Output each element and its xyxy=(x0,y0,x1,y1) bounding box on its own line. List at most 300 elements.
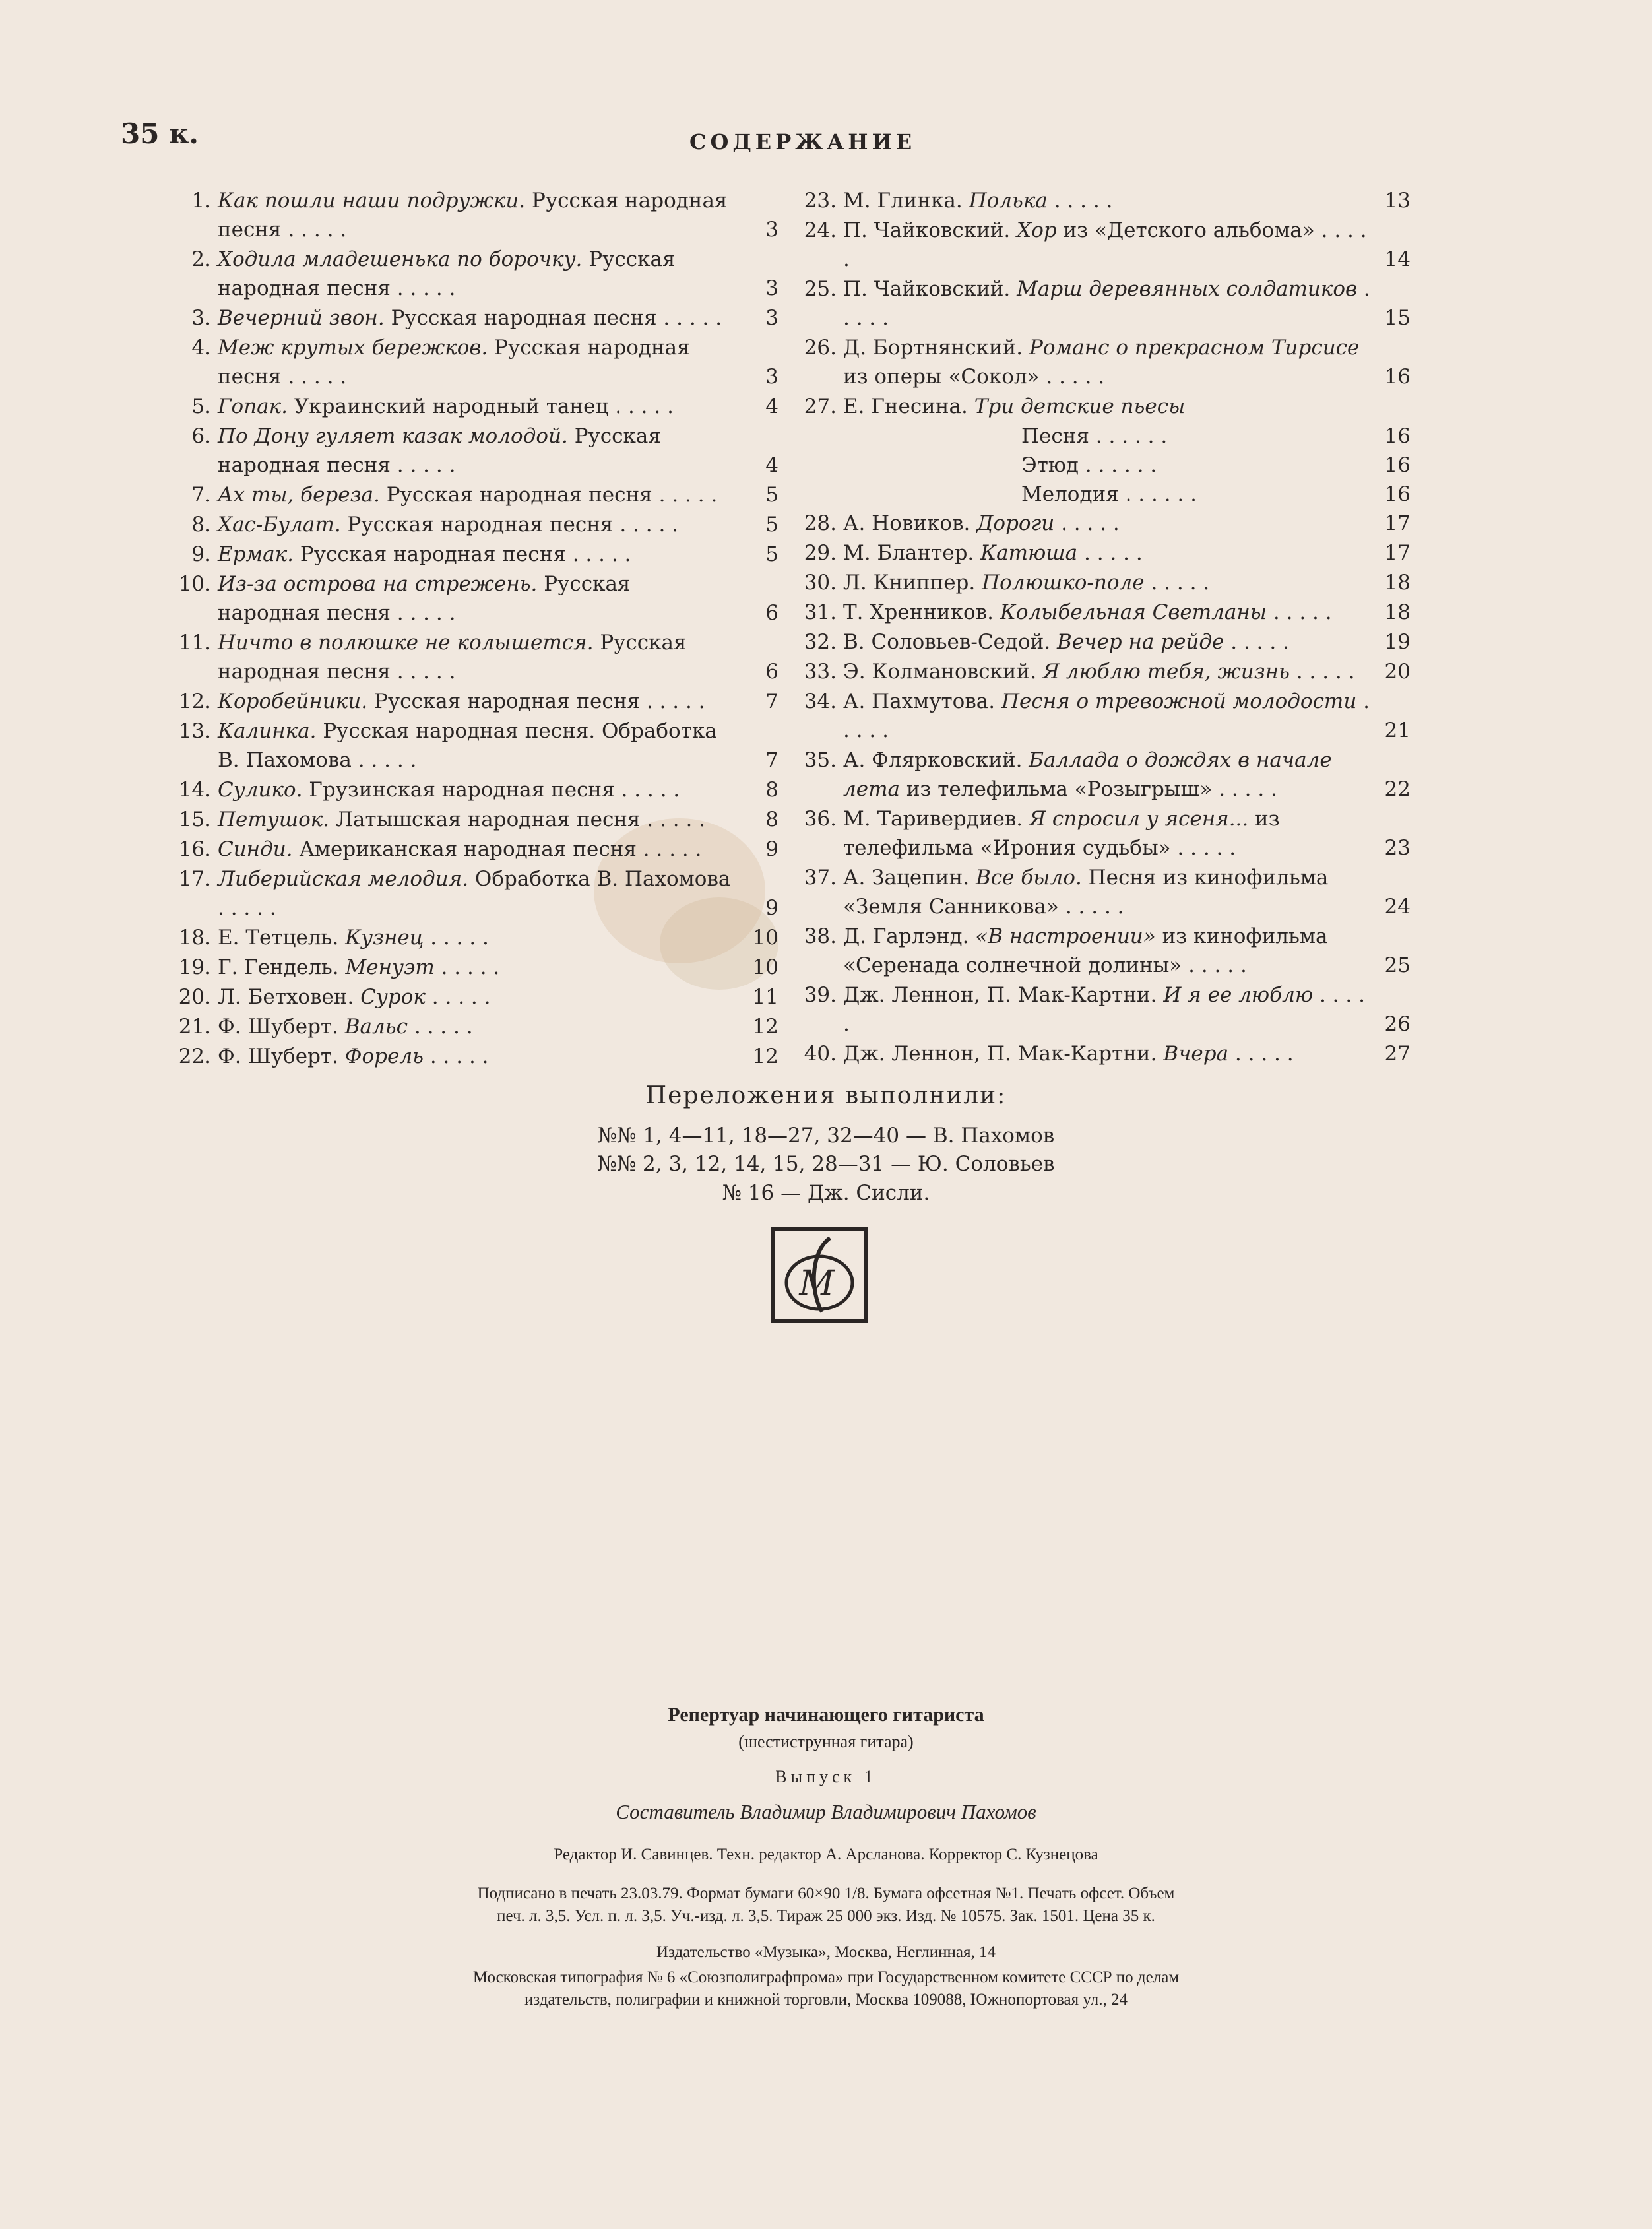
entry-title: Хас-Булат. xyxy=(218,513,341,536)
entry-author: А. Новиков. xyxy=(843,511,970,535)
contents-entry xyxy=(804,216,1411,274)
contents-entry xyxy=(178,864,778,922)
entry-description: Русская народная песня xyxy=(218,424,661,477)
leader-dots: . . . . . xyxy=(843,218,1367,271)
entry-title: Катюша xyxy=(980,541,1078,565)
leader-dots: . . . . . xyxy=(843,277,1370,330)
entry-title: Из-за острова на стрежень. xyxy=(218,572,538,596)
entry-author: В. Соловьев-Седой. xyxy=(843,630,1051,654)
entry-description: Русская народная песня xyxy=(347,513,614,536)
entry-page-number: 24 xyxy=(1384,895,1411,919)
entry-text xyxy=(843,333,1371,391)
contents-entry xyxy=(191,510,778,539)
entry-author: Т. Хренников. xyxy=(843,600,994,624)
entry-description: Русская народная песня xyxy=(218,336,690,389)
entry-page-number: 14 xyxy=(1384,247,1411,271)
entry-number: 6. xyxy=(191,424,211,448)
leader-dots: . . . . . xyxy=(424,926,489,950)
subentry-page-number: 16 xyxy=(1384,482,1411,506)
leader-dots: . . . . . xyxy=(425,985,491,1009)
entry-title: По Дону гуляет казак молодой. xyxy=(218,424,568,448)
entry-author: Л. Книппер. xyxy=(843,571,976,595)
contents-entry xyxy=(191,480,778,509)
contents-entry xyxy=(804,568,1411,597)
entry-author: Дж. Леннон, П. Мак-Картни. xyxy=(843,983,1157,1007)
leader-dots: . . . . . xyxy=(636,837,702,861)
printer-details: Московская типография № 6 «Союзполиграфпрома» при Государственном комитете СССР по делам xyxy=(472,1968,1180,1986)
entry-text xyxy=(218,983,739,1012)
leader-dots: . . . . . xyxy=(1047,189,1113,212)
entry-title: Калинка. xyxy=(218,719,317,743)
entry-text xyxy=(218,835,739,864)
contents-subentry xyxy=(843,480,1411,509)
entry-page-number: 27 xyxy=(1384,1042,1411,1066)
entry-text xyxy=(218,392,739,421)
entry-description: Американская народная песня xyxy=(299,837,637,861)
contents-entry xyxy=(191,245,778,303)
entry-text xyxy=(843,538,1371,567)
compiler-line: Составитель Владимир Владимирович Пахомов xyxy=(616,1800,1036,1823)
entry-title: Кузнец xyxy=(345,926,424,950)
entry-title: Дороги xyxy=(976,511,1055,535)
contents-entry xyxy=(178,953,778,982)
entry-page-number: 18 xyxy=(1384,571,1411,595)
contents-entry xyxy=(804,804,1411,862)
entry-text xyxy=(843,568,1371,597)
entry-author: Л. Бетховен. xyxy=(218,985,354,1009)
entry-number: 32. xyxy=(804,630,837,654)
entry-title: Романс о прекрасном Тирсисе xyxy=(1029,336,1360,360)
entry-number: 28. xyxy=(804,511,837,535)
entry-page-number: 21 xyxy=(1384,719,1411,742)
leader-dots: . . . . . xyxy=(1077,541,1143,565)
entry-description: Грузинская народная песня xyxy=(309,778,615,802)
entry-title: Ермак. xyxy=(218,542,294,566)
entry-description: Русская народная песня xyxy=(391,306,657,330)
leader-dots: . . . . . xyxy=(1144,571,1210,595)
leader-dots: . . . . . xyxy=(408,1015,473,1039)
book-title: Репертуар начинающего гитариста xyxy=(668,1704,984,1726)
entry-text xyxy=(218,953,739,982)
entry-page-number: 5 xyxy=(765,513,778,536)
entry-title: И я ее люблю xyxy=(1163,983,1314,1007)
leader-dots: . . . . . xyxy=(390,601,456,625)
entry-text xyxy=(218,687,739,716)
entry-page-number: 3 xyxy=(765,276,778,300)
entry-text xyxy=(218,540,739,569)
contents-entry xyxy=(178,835,778,864)
entry-title: Вчера xyxy=(1163,1042,1229,1066)
entry-author: А. Пахмутова. xyxy=(843,690,996,713)
entry-title: Песня о тревожной молодости xyxy=(1001,690,1357,713)
leader-dots: . . . . . xyxy=(1228,1042,1294,1066)
leader-dots: . . . . . xyxy=(1054,511,1120,535)
entry-page-number: 6 xyxy=(765,601,778,625)
entry-number: 9. xyxy=(191,542,211,566)
entry-page-number: 13 xyxy=(1384,189,1411,212)
entry-number: 13. xyxy=(178,719,211,743)
entry-number: 2. xyxy=(191,247,211,271)
price-label: 35 к. xyxy=(121,117,199,150)
entry-text xyxy=(218,245,739,303)
entry-author: А. Флярковский. xyxy=(843,748,1023,772)
leader-dots: . . . . . xyxy=(608,395,674,418)
entry-page-number: 18 xyxy=(1384,600,1411,624)
subentry-title: Песня xyxy=(1021,424,1089,448)
contents-entry xyxy=(804,392,1411,421)
leader-dots: . . . . . xyxy=(613,513,679,536)
entry-number: 3. xyxy=(191,306,211,330)
leader-dots: . . . . . xyxy=(1289,660,1355,684)
contents-entry xyxy=(804,333,1411,391)
leader-dots: . . . . . xyxy=(1170,836,1236,860)
entry-title: Вечер на рейде xyxy=(1057,630,1224,654)
subentry-page-number: 16 xyxy=(1384,424,1411,448)
subentry-title: Этюд xyxy=(1021,453,1079,477)
entry-author: Е. Тетцель. xyxy=(218,926,339,950)
transpositions-line: №№ 1, 4—11, 18—27, 32—40 — В. Пахомов xyxy=(597,1124,1055,1147)
entry-text xyxy=(218,304,739,333)
entry-number: 16. xyxy=(178,837,211,861)
entry-title: Ах ты, береза. xyxy=(218,483,380,507)
entry-number: 4. xyxy=(191,336,211,360)
entry-number: 10. xyxy=(178,572,211,596)
contents-left-column xyxy=(178,186,778,1072)
logo-letter: М xyxy=(799,1264,835,1303)
entry-title: Марш деревянных солдатиков xyxy=(1017,277,1358,301)
contents-entry xyxy=(804,538,1411,567)
entry-title: Петушок. xyxy=(218,808,330,831)
entry-title: Менуэт xyxy=(345,955,435,979)
entry-title: Полька xyxy=(969,189,1048,212)
printer-details: издательств, полиграфии и книжной торговли, Москва 109088, Южнопортовая ул., 24 xyxy=(524,1991,1128,2009)
entry-description: из телефильма «Розыгрыш» xyxy=(906,777,1213,801)
entry-description: Русская народная песня xyxy=(218,247,676,300)
entry-title: Вальс xyxy=(344,1015,408,1039)
entry-author: Е. Гнесина. xyxy=(843,395,968,418)
entry-number: 5. xyxy=(191,395,211,418)
entry-page-number: 6 xyxy=(765,660,778,684)
entry-number: 22. xyxy=(178,1045,211,1068)
leader-dots: . . . . . xyxy=(281,218,347,242)
entry-page-number: 7 xyxy=(765,690,778,713)
entry-description: Русская народная песня xyxy=(218,631,687,684)
entry-description: Латышская народная песня xyxy=(336,808,641,831)
leader-dots: . . . . . xyxy=(281,365,347,389)
entry-page-number: 4 xyxy=(765,453,778,477)
contents-entry xyxy=(178,775,778,804)
book-subtitle: (шестиструнная гитара) xyxy=(738,1732,914,1751)
entry-text xyxy=(843,216,1371,274)
entry-text xyxy=(218,1012,739,1041)
entry-text xyxy=(843,746,1371,804)
entry-page-number: 17 xyxy=(1384,511,1411,535)
entry-text xyxy=(843,863,1371,921)
leader-dots: . . . . . xyxy=(1182,953,1247,977)
entry-page-number: 5 xyxy=(765,542,778,566)
entry-text xyxy=(218,923,739,952)
contents-entry xyxy=(804,657,1411,686)
issue-label: Выпуск 1 xyxy=(775,1767,877,1786)
entry-number: 35. xyxy=(804,748,837,772)
print-details: печ. л. 3,5. Усл. п. л. 3,5. Уч.-изд. л. 3,5. Тираж 25 000 экз. Изд. № 10575. Зак. 1501. Цена 35 к. xyxy=(497,1907,1155,1925)
entry-text xyxy=(218,333,739,391)
contents-entry xyxy=(804,628,1411,657)
leader-dots: . . . . . xyxy=(1224,630,1289,654)
entry-text xyxy=(218,1042,739,1071)
contents-entry xyxy=(804,509,1411,538)
entry-title: Коробейники. xyxy=(218,690,368,713)
entry-text xyxy=(218,422,739,480)
entry-text xyxy=(218,805,739,834)
contents-entry xyxy=(178,717,778,775)
entry-number: 27. xyxy=(804,395,837,418)
entry-title: Форель xyxy=(344,1045,424,1068)
contents-entry xyxy=(804,687,1411,745)
entry-description: из «Детского альбома» xyxy=(1063,218,1315,242)
leader-dots: . . . . . xyxy=(434,955,500,979)
print-details: Подписано в печать 23.03.79. Формат бумаги 60×90 1/8. Бумага офсетная №1. Печать офсет. Объем xyxy=(477,1885,1175,1902)
contents-entry xyxy=(178,687,778,716)
entry-author: Э. Колмановский. xyxy=(843,660,1037,684)
leader-dots: . . . . . xyxy=(423,1045,489,1068)
entry-page-number: 9 xyxy=(765,837,778,861)
entry-text xyxy=(843,392,1371,421)
contents-entry xyxy=(804,598,1411,627)
leader-dots: . . . . . xyxy=(390,276,456,300)
entry-number: 30. xyxy=(804,571,837,595)
subentry-page-number: 16 xyxy=(1384,453,1411,477)
entry-title: Я спросил у ясеня... xyxy=(1029,807,1249,831)
leader-dots: . . . . . xyxy=(652,483,718,507)
leader-dots: . . . . . . xyxy=(1078,453,1157,477)
entry-number: 33. xyxy=(804,660,837,684)
entry-number: 36. xyxy=(804,807,837,831)
entry-description: Русская народная песня. Обработка В. Пахомова xyxy=(218,719,717,772)
contents-entry xyxy=(804,186,1411,215)
contents-entry xyxy=(178,628,778,686)
entry-page-number: 12 xyxy=(752,1045,778,1068)
transpositions-line: № 16 — Дж. Сисли. xyxy=(722,1181,930,1205)
entry-text xyxy=(843,186,1371,215)
contents-entry xyxy=(191,392,778,421)
leader-dots: . . . . . xyxy=(565,542,631,566)
entry-title: Ходила младешенька по борочку. xyxy=(218,247,583,271)
entry-title: Хор xyxy=(1017,218,1057,242)
entry-page-number: 15 xyxy=(1384,306,1411,330)
entry-author: М. Глинка. xyxy=(843,189,963,212)
entry-text xyxy=(843,598,1371,627)
entry-description: из телефильма «Ирония судьбы» xyxy=(843,807,1280,860)
subentry-title: Мелодия xyxy=(1021,482,1119,506)
entry-text xyxy=(843,922,1371,980)
leader-dots: . . . . . xyxy=(614,778,680,802)
entry-number: 11. xyxy=(178,631,211,655)
entry-text xyxy=(218,775,739,804)
entry-description: Русская народная песня xyxy=(218,189,728,242)
entry-number: 21. xyxy=(178,1015,211,1039)
entry-title: Меж крутых бережков. xyxy=(218,336,488,360)
entry-number: 26. xyxy=(804,336,837,360)
entry-title: Я люблю тебя, жизнь xyxy=(1042,660,1290,684)
contents-entry xyxy=(804,275,1411,333)
entry-author: П. Чайковский. xyxy=(843,277,1011,301)
entry-page-number: 9 xyxy=(765,896,778,920)
entry-text xyxy=(218,717,739,775)
entry-page-number: 3 xyxy=(765,306,778,330)
publisher-logo xyxy=(771,1226,868,1324)
entry-author: Д. Гарлэнд. xyxy=(843,924,969,948)
entry-number: 15. xyxy=(178,808,211,831)
entry-number: 17. xyxy=(178,867,211,891)
leader-dots: . . . . . xyxy=(351,748,417,772)
entry-number: 20. xyxy=(178,985,211,1009)
entry-number: 14. xyxy=(178,778,211,802)
entry-number: 7. xyxy=(191,483,211,507)
leader-dots: . . . . . . xyxy=(1118,482,1197,506)
entry-description: Обработка В. Пахомова xyxy=(474,867,731,891)
entry-description: Песня из кинофильма «Земля Санникова» xyxy=(843,866,1329,919)
contents-entry xyxy=(804,1039,1411,1068)
entry-author: Ф. Шуберт. xyxy=(218,1045,338,1068)
entry-text xyxy=(218,864,739,922)
entry-text xyxy=(843,509,1371,538)
entry-page-number: 23 xyxy=(1384,836,1411,860)
entry-title: Три детские пьесы xyxy=(974,395,1186,418)
entry-number: 40. xyxy=(804,1042,837,1066)
entry-title: Колыбельная Светланы xyxy=(1000,600,1267,624)
entry-text xyxy=(843,804,1371,862)
entry-page-number: 4 xyxy=(765,395,778,418)
entry-page-number: 12 xyxy=(752,1015,778,1039)
entry-text xyxy=(218,186,739,244)
entry-title: «В настроении» xyxy=(975,924,1156,948)
entry-text xyxy=(843,1039,1371,1068)
entry-number: 24. xyxy=(804,218,837,242)
contents-entry xyxy=(178,1012,778,1041)
entry-text xyxy=(843,275,1371,333)
entry-text xyxy=(843,657,1371,686)
contents-entry xyxy=(178,923,778,952)
entry-description: из оперы «Сокол» xyxy=(843,365,1040,389)
entry-number: 19. xyxy=(178,955,211,979)
entry-page-number: 5 xyxy=(765,483,778,507)
entry-title: Баллада о дождях в начале лета xyxy=(843,748,1332,801)
entry-page-number: 16 xyxy=(1384,365,1411,389)
entry-title: Синди. xyxy=(218,837,293,861)
entry-page-number: 19 xyxy=(1384,630,1411,654)
entry-author: М. Таривердиев. xyxy=(843,807,1023,831)
leader-dots: . . . . . . xyxy=(1089,424,1168,448)
entry-author: Дж. Леннон, П. Мак-Картни. xyxy=(843,1042,1157,1066)
entry-description: Украинский народный танец xyxy=(294,395,609,418)
contents-right-column xyxy=(804,186,1411,1069)
publisher-address: Издательство «Музыка», Москва, Неглинная, 14 xyxy=(656,1943,996,1961)
entry-text xyxy=(218,628,739,686)
contents-entry xyxy=(178,805,778,834)
entry-number: 39. xyxy=(804,983,837,1007)
entry-text xyxy=(843,981,1371,1039)
entry-title: Ничто в полюшке не колышется. xyxy=(218,631,594,655)
entry-page-number: 11 xyxy=(752,985,778,1009)
entry-text xyxy=(843,687,1371,745)
entry-author: П. Чайковский. xyxy=(843,218,1011,242)
leader-dots: . . . . . xyxy=(1212,777,1277,801)
entry-number: 12. xyxy=(178,690,211,713)
entry-description: Русская народная песня xyxy=(300,542,566,566)
entry-page-number: 10 xyxy=(752,955,778,979)
entry-title: Сурок xyxy=(360,985,426,1009)
entry-number: 23. xyxy=(804,189,837,212)
entry-page-number: 3 xyxy=(765,365,778,389)
entry-number: 8. xyxy=(191,513,211,536)
entry-title: Гопак. xyxy=(218,395,288,418)
entry-text xyxy=(218,569,739,628)
entry-page-number: 8 xyxy=(765,778,778,802)
entry-number: 37. xyxy=(804,866,837,889)
entry-number: 38. xyxy=(804,924,837,948)
editors-line: Редактор И. Савинцев. Техн. редактор А. Арсланова. Корректор С. Кузнецова xyxy=(554,1846,1098,1863)
entry-page-number: 3 xyxy=(765,218,778,242)
entry-description: Русская народная песня xyxy=(218,572,631,625)
entry-description: Русская народная песня xyxy=(386,483,652,507)
entry-author: Г. Гендель. xyxy=(218,955,339,979)
entry-number: 34. xyxy=(804,690,837,713)
contents-subentry xyxy=(843,422,1411,451)
entry-title: Как пошли наши подружки. xyxy=(218,189,526,212)
transpositions-heading: Переложения выполнили: xyxy=(645,1082,1007,1109)
entry-page-number: 20 xyxy=(1384,660,1411,684)
contents-entry xyxy=(191,186,778,244)
contents-entry xyxy=(178,983,778,1012)
entry-number: 31. xyxy=(804,600,837,624)
entry-number: 1. xyxy=(191,189,211,212)
entry-author: Д. Бортнянский. xyxy=(843,336,1023,360)
entry-description: из кинофильма «Серенада солнечной долины» xyxy=(843,924,1328,977)
leader-dots: . . . . . xyxy=(843,983,1365,1036)
leader-dots: . . . . . xyxy=(218,896,276,920)
contents-entry xyxy=(191,540,778,569)
leader-dots: . . . . . xyxy=(640,808,706,831)
entry-description: Русская народная песня xyxy=(373,690,640,713)
leader-dots: . . . . . xyxy=(1058,895,1124,919)
entry-page-number: 22 xyxy=(1384,777,1411,801)
contents-subentry xyxy=(843,451,1411,480)
contents-entry xyxy=(804,981,1411,1039)
leader-dots: . . . . . xyxy=(390,660,456,684)
entry-author: Ф. Шуберт. xyxy=(218,1015,338,1039)
entry-text xyxy=(843,628,1371,657)
entry-author: М. Блантер. xyxy=(843,541,974,565)
entry-author: А. Зацепин. xyxy=(843,866,970,889)
contents-entry xyxy=(804,922,1411,980)
entry-title: Либерийская мелодия. xyxy=(218,867,469,891)
leader-dots: . . . . . xyxy=(843,690,1370,742)
transpositions-line: №№ 2, 3, 12, 14, 15, 28—31 — Ю. Соловьев xyxy=(597,1152,1055,1176)
entry-title: Все было. xyxy=(975,866,1082,889)
leader-dots: . . . . . xyxy=(639,690,705,713)
entry-page-number: 8 xyxy=(765,808,778,831)
entry-text xyxy=(218,510,739,539)
contents-entry xyxy=(178,1042,778,1071)
contents-entry xyxy=(178,569,778,628)
contents-entry xyxy=(191,422,778,480)
entry-number: 25. xyxy=(804,277,837,301)
contents-heading: СОДЕРЖАНИЕ xyxy=(689,129,916,154)
entry-page-number: 26 xyxy=(1384,1012,1411,1036)
leader-dots: . . . . . xyxy=(1267,600,1332,624)
entry-title: Полюшко-поле xyxy=(982,571,1145,595)
